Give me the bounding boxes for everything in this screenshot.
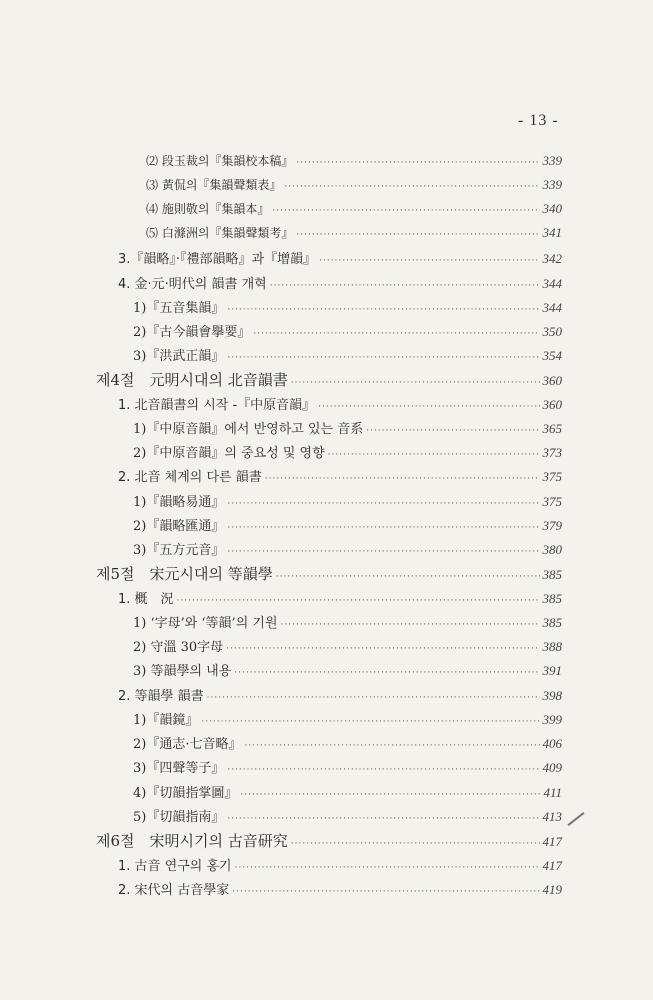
dot-leader	[265, 474, 540, 484]
toc-entry	[118, 685, 562, 704]
toc-entry	[133, 757, 562, 776]
toc-entry-title: 2. 等韻學 韻書	[118, 689, 204, 704]
toc-entry-title: ⑷ 施則敬의『集韻本』	[146, 202, 270, 216]
dot-leader	[207, 693, 540, 703]
toc-entry-title: ⑸ 白滌洲의『集韻聲類考』	[146, 226, 294, 240]
toc-entry-title: ⑶ 黃侃의『集韻聲類表』	[146, 178, 282, 192]
dot-leader	[201, 717, 539, 727]
toc-entry	[133, 491, 562, 510]
toc-entry-page: 385	[542, 591, 562, 606]
toc-entry-page: 398	[542, 688, 562, 703]
toc-entry-page: 365	[542, 421, 562, 436]
toc-entry-title: 2) 守溫 30字母	[133, 640, 224, 655]
toc-entry	[146, 152, 562, 169]
toc-entry-title: 3.『韻略』·『禮部韻略』과『增韻』	[118, 252, 317, 267]
toc-entry-title: 5)『切韻指南』	[133, 810, 225, 825]
toc-chapter	[96, 830, 562, 851]
toc-entry-title: 2)『中原音韻』의 중요성 및 영향	[133, 446, 325, 461]
toc-entry-title: 제5절 宋元시대의 等韻學	[96, 565, 273, 583]
toc-entry-page: 339	[542, 177, 562, 192]
toc-entry	[133, 297, 562, 316]
toc-entry	[118, 855, 562, 874]
dot-leader	[227, 523, 539, 533]
toc-entry-title: 1. 古音 연구의 홍기	[118, 859, 232, 874]
toc-entry	[133, 321, 562, 340]
toc-entry	[133, 782, 562, 801]
toc-entry-page: 391	[542, 663, 562, 678]
dot-leader	[227, 547, 539, 557]
toc-entry-title: 2)『通志·七音略』	[133, 737, 242, 752]
toc-entry-title: 2. 宋代의 古音學家	[118, 883, 230, 898]
toc-entry	[133, 442, 562, 461]
toc-entry	[133, 733, 562, 752]
toc-entry	[118, 248, 562, 267]
toc-entry-page: 350	[542, 324, 562, 339]
toc-entry-page: 375	[542, 494, 562, 509]
toc-entry-title: 2. 北音 체계의 다른 韻書	[118, 470, 262, 485]
toc-entry	[133, 345, 562, 364]
toc-entry-page: 417	[542, 858, 562, 873]
dot-leader	[240, 790, 540, 800]
toc-entry-title: 1. 北音韻書의 시작 -『中原音韻』	[118, 398, 316, 413]
toc-entry-page: 354	[542, 348, 562, 363]
dot-leader	[227, 305, 539, 315]
dot-leader	[291, 378, 540, 388]
toc-entry	[146, 200, 562, 217]
toc-entry	[118, 466, 562, 485]
toc-entry-page: 344	[542, 276, 562, 291]
dot-leader	[234, 668, 539, 678]
toc-entry-title: 3) 等韻學의 내용	[133, 664, 232, 679]
toc-entry-title: 1) ‘字母’와 ‘等韻’의 기원	[133, 616, 278, 631]
toc-entry-title: 2)『韻略匯通』	[133, 519, 225, 534]
toc-entry-page: 375	[542, 469, 562, 484]
toc-entry-title: 1)『韻鏡』	[133, 713, 199, 728]
toc-entry	[118, 879, 562, 898]
toc-entry-title: 2)『古今韻會擧要』	[133, 325, 251, 340]
toc-entry	[133, 515, 562, 534]
dot-leader	[227, 499, 539, 509]
toc-entry-title: 4. 金·元·明代의 韻書 개혁	[118, 277, 267, 292]
toc-entry	[146, 224, 562, 241]
toc-entry-page: 340	[542, 201, 562, 216]
toc-entry-title: 3)『五方元音』	[133, 543, 225, 558]
toc-entry	[118, 394, 562, 413]
toc-entry	[133, 539, 562, 558]
toc-entry-page: 409	[542, 760, 562, 775]
dot-leader	[177, 596, 540, 606]
toc-entry	[133, 636, 562, 655]
dot-leader	[226, 644, 539, 654]
toc-entry	[133, 418, 562, 437]
pencil-mark	[568, 812, 585, 826]
dot-leader	[272, 206, 539, 216]
toc-entry-page: 419	[542, 882, 562, 897]
toc-entry-title: 제6절 宋明시기의 古音研究	[96, 832, 288, 850]
dot-leader	[319, 256, 539, 266]
toc-entry-page: 417	[542, 834, 562, 849]
toc-entry-page: 399	[542, 712, 562, 727]
toc-entry-page: 360	[542, 373, 562, 388]
dot-leader	[227, 765, 539, 775]
toc-entry-page: 385	[542, 615, 562, 630]
toc-entry	[146, 176, 562, 193]
toc-entry-title: 1)『中原音韻』에서 반영하고 있는 音系	[133, 422, 364, 437]
dot-leader	[270, 281, 540, 291]
toc-entry-page: 373	[542, 445, 562, 460]
dot-leader	[291, 839, 540, 849]
toc-entry-title: 3)『四聲等子』	[133, 761, 225, 776]
toc-entry	[133, 612, 562, 631]
dot-leader	[232, 887, 539, 897]
toc-entry-title: 1)『韻略易通』	[133, 495, 225, 510]
toc-entry	[118, 588, 562, 607]
toc-chapter	[96, 369, 562, 390]
dot-leader	[281, 620, 540, 630]
page-number: - 13 -	[518, 112, 559, 129]
toc-entry-page: 413	[542, 809, 562, 824]
dot-leader	[244, 741, 539, 751]
toc-entry-page: 339	[542, 153, 562, 168]
toc-entry-page: 379	[542, 518, 562, 533]
dot-leader	[284, 182, 539, 192]
toc-entry-page: 342	[542, 251, 562, 266]
dot-leader	[253, 329, 539, 339]
toc-entry-page: 360	[542, 397, 562, 412]
toc-entry-page: 406	[542, 736, 562, 751]
toc-entry-page: 411	[543, 785, 562, 800]
toc-entry	[133, 806, 562, 825]
dot-leader	[328, 450, 540, 460]
dot-leader	[276, 572, 540, 582]
toc-entry-title: 1)『五音集韻』	[133, 301, 225, 316]
dot-leader	[296, 158, 539, 168]
toc-entry-title: 4)『切韻指掌圖』	[133, 786, 238, 801]
toc-entry-title: 1. 概 況	[118, 592, 174, 607]
toc-entry-page: 388	[542, 639, 562, 654]
toc-chapter	[96, 563, 562, 584]
dot-leader	[227, 353, 539, 363]
dot-leader	[318, 402, 539, 412]
toc-entry	[133, 709, 562, 728]
toc-entry-page: 344	[542, 300, 562, 315]
toc-entry-page: 380	[542, 542, 562, 557]
dot-leader	[296, 230, 539, 240]
toc-entry	[133, 660, 562, 679]
toc-entry-page: 341	[542, 225, 562, 240]
dot-leader	[235, 863, 540, 873]
toc-entry-page: 385	[542, 567, 562, 582]
toc-entry-title: 3)『洪武正韻』	[133, 349, 225, 364]
toc-entry-title: 제4절 元明시대의 北音韻書	[96, 371, 288, 389]
toc-entry-title: ⑵ 段玉裁의『集韻校本稿』	[146, 154, 294, 168]
dot-leader	[227, 814, 539, 824]
toc-entry	[118, 273, 562, 292]
dot-leader	[366, 426, 539, 436]
